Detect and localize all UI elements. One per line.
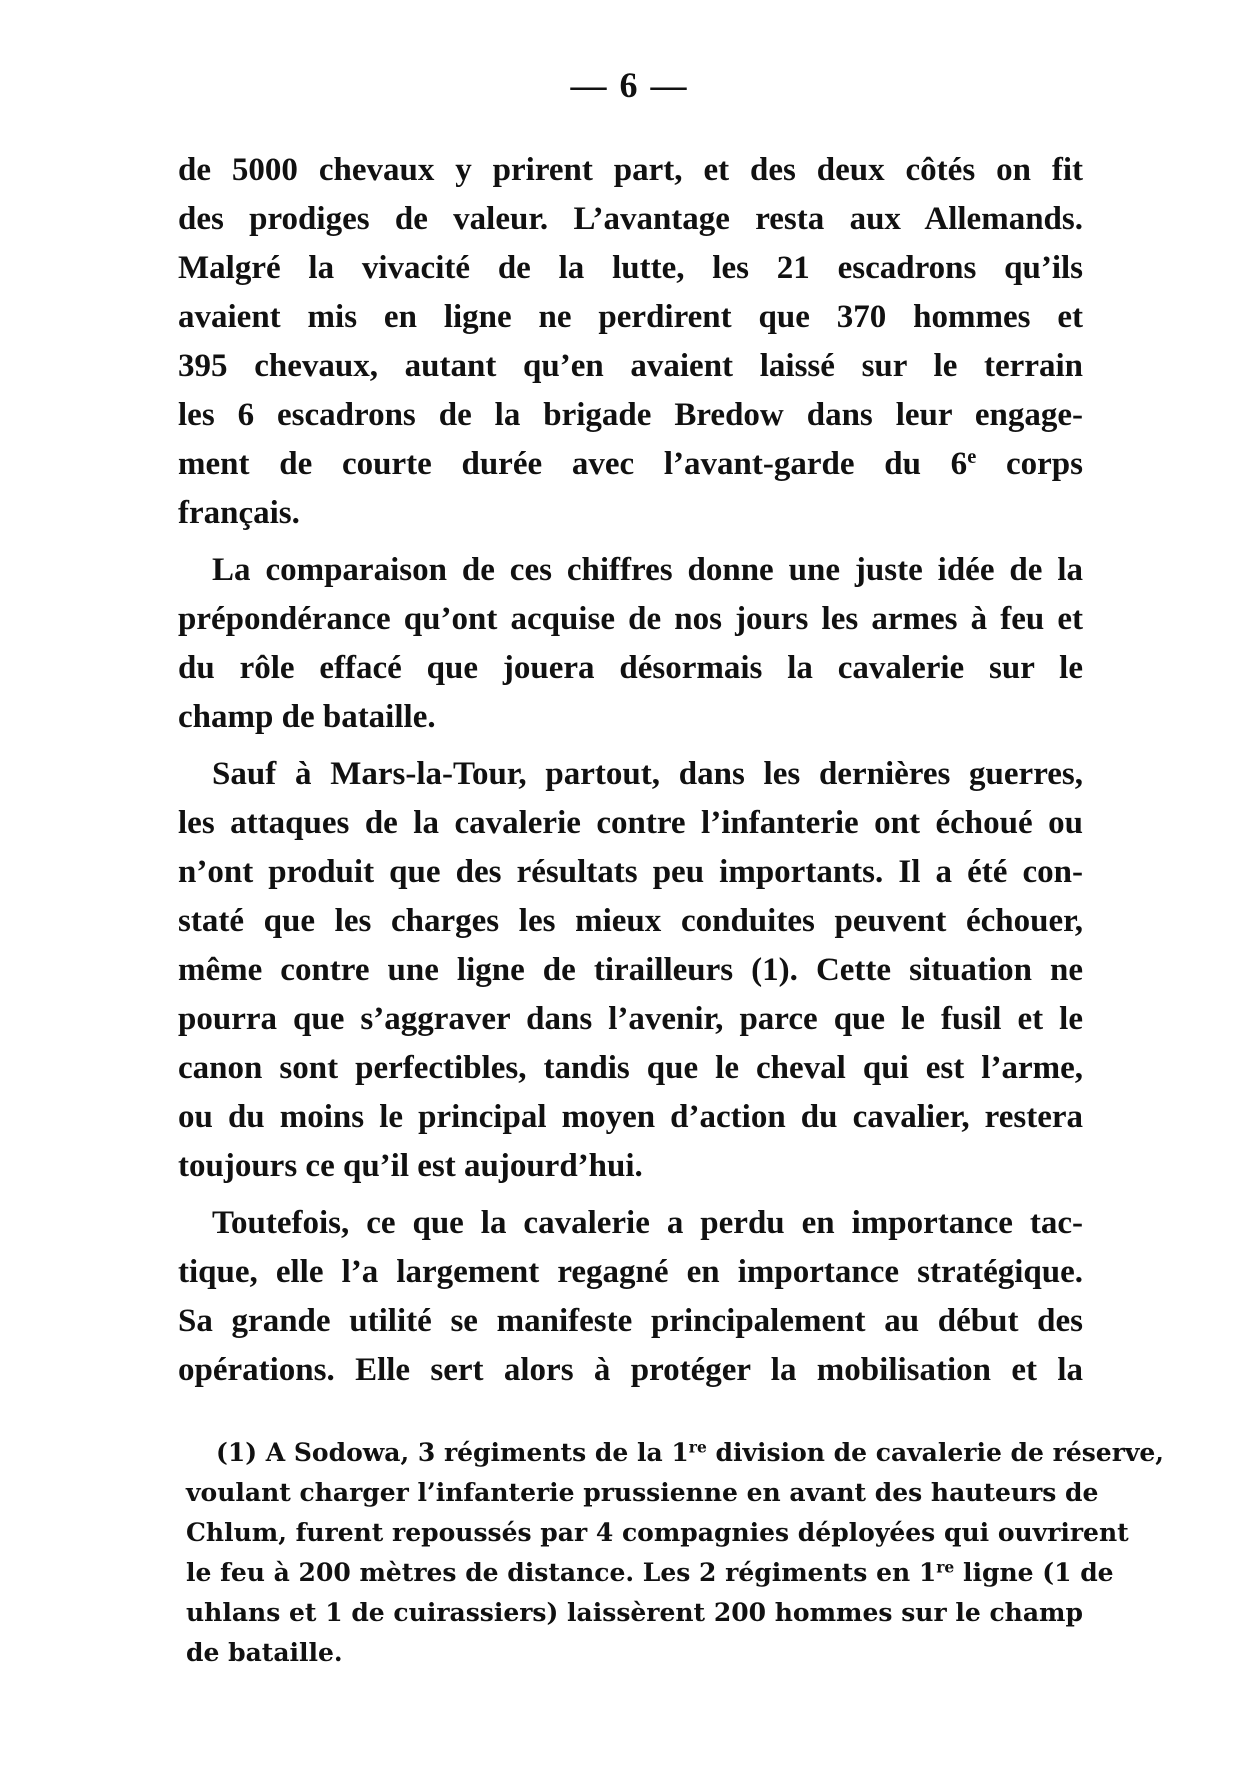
footnote-line: uhlans et 1 de cuirassiers) laissèrent 200 hommes sur le champ [186, 1598, 1083, 1627]
text-fragment: le feu à 200 mètres de distance. Les 2 régiments en 1 [186, 1558, 937, 1587]
text-line: tique, elle l’a largement regagné en importance stratégique. [178, 1254, 1083, 1290]
paragraph-3 [178, 750, 1083, 1191]
text-fragment: corps [976, 446, 1083, 482]
footnote-1 [186, 1433, 1165, 1673]
text-line: français. [178, 495, 300, 531]
text-line: opérations. Elle sert alors à protéger la mobilisation et la [178, 1352, 1083, 1388]
superscript: re [936, 1557, 955, 1577]
text-line: Malgré la vivacité de la lutte, les 21 escadrons qu’ils [178, 250, 1083, 286]
paragraph-1 [178, 146, 1083, 538]
footnote-line [186, 1433, 1165, 1473]
text-line: les attaques de la cavalerie contre l’infanterie ont échoué ou [178, 805, 1083, 841]
text-line: du rôle effacé que jouera désormais la cavalerie sur le [178, 650, 1083, 686]
footnote-line: Chlum, furent repoussés par 4 compagnies déployées qui ouvrirent [186, 1518, 1129, 1547]
text-line: Toutefois, ce que la cavalerie a perdu en importance tac- [212, 1205, 1083, 1241]
superscript: e [967, 445, 977, 468]
text-line: Sauf à Mars-la-Tour, partout, dans les dernières guerres, [212, 756, 1083, 792]
text-line: canon sont perfectibles, tandis que le cheval qui est l’arme, [178, 1050, 1083, 1086]
text-line: champ de bataille. [178, 699, 436, 735]
footnote-line [186, 1553, 1114, 1593]
text-line: staté que les charges les mieux conduites peuvent échouer, [178, 903, 1083, 939]
paragraph-4 [178, 1199, 1083, 1395]
text-line: même contre une ligne de tirailleurs (1). Cette situation ne [178, 952, 1083, 988]
text-line: La comparaison de ces chiffres donne une juste idée de la [212, 552, 1083, 588]
text-line: prépondérance qu’ont acquise de nos jours les armes à feu et [178, 601, 1083, 637]
text-line: les 6 escadrons de la brigade Bredow dans leur engage- [178, 397, 1083, 433]
text-fragment: division de cavalerie de réserve, [706, 1438, 1165, 1467]
text-fragment: ment de courte durée avec l’avant-garde du 6 [178, 446, 968, 482]
text-line: toujours ce qu’il est aujourd’hui. [178, 1148, 643, 1184]
footnote-line: voulant charger l’infanterie prussienne en avant des hauteurs de [186, 1478, 1099, 1507]
text-line: Sa grande utilité se manifeste principalement au début des [178, 1303, 1083, 1339]
text-line: de 5000 chevaux y prirent part, et des deux côtés on fit [178, 152, 1083, 188]
text-line: n’ont produit que des résultats peu importants. Il a été con- [178, 854, 1083, 890]
footnote-line: de bataille. [186, 1638, 343, 1667]
main-text [178, 146, 1083, 1403]
text-line: ou du moins le principal moyen d’action du cavalier, restera [178, 1099, 1083, 1135]
text-line-with-superscript [178, 440, 1083, 489]
text-fragment: (1) A Sodowa, 3 régiments de la 1 [216, 1438, 689, 1467]
text-fragment: ligne (1 de [954, 1558, 1114, 1587]
text-line: 395 chevaux, autant qu’en avaient laissé sur le terrain [178, 348, 1083, 384]
text-line: pourra que s’aggraver dans l’avenir, parce que le fusil et le [178, 1001, 1083, 1037]
paragraph-2 [178, 546, 1083, 742]
page-number: — 6 — [570, 65, 689, 105]
text-line: des prodiges de valeur. L’avantage resta aux Allemands. [178, 201, 1083, 237]
text-line: avaient mis en ligne ne perdirent que 370 hommes et [178, 299, 1083, 335]
footnotes [186, 1433, 1165, 1673]
superscript: re [688, 1437, 707, 1457]
